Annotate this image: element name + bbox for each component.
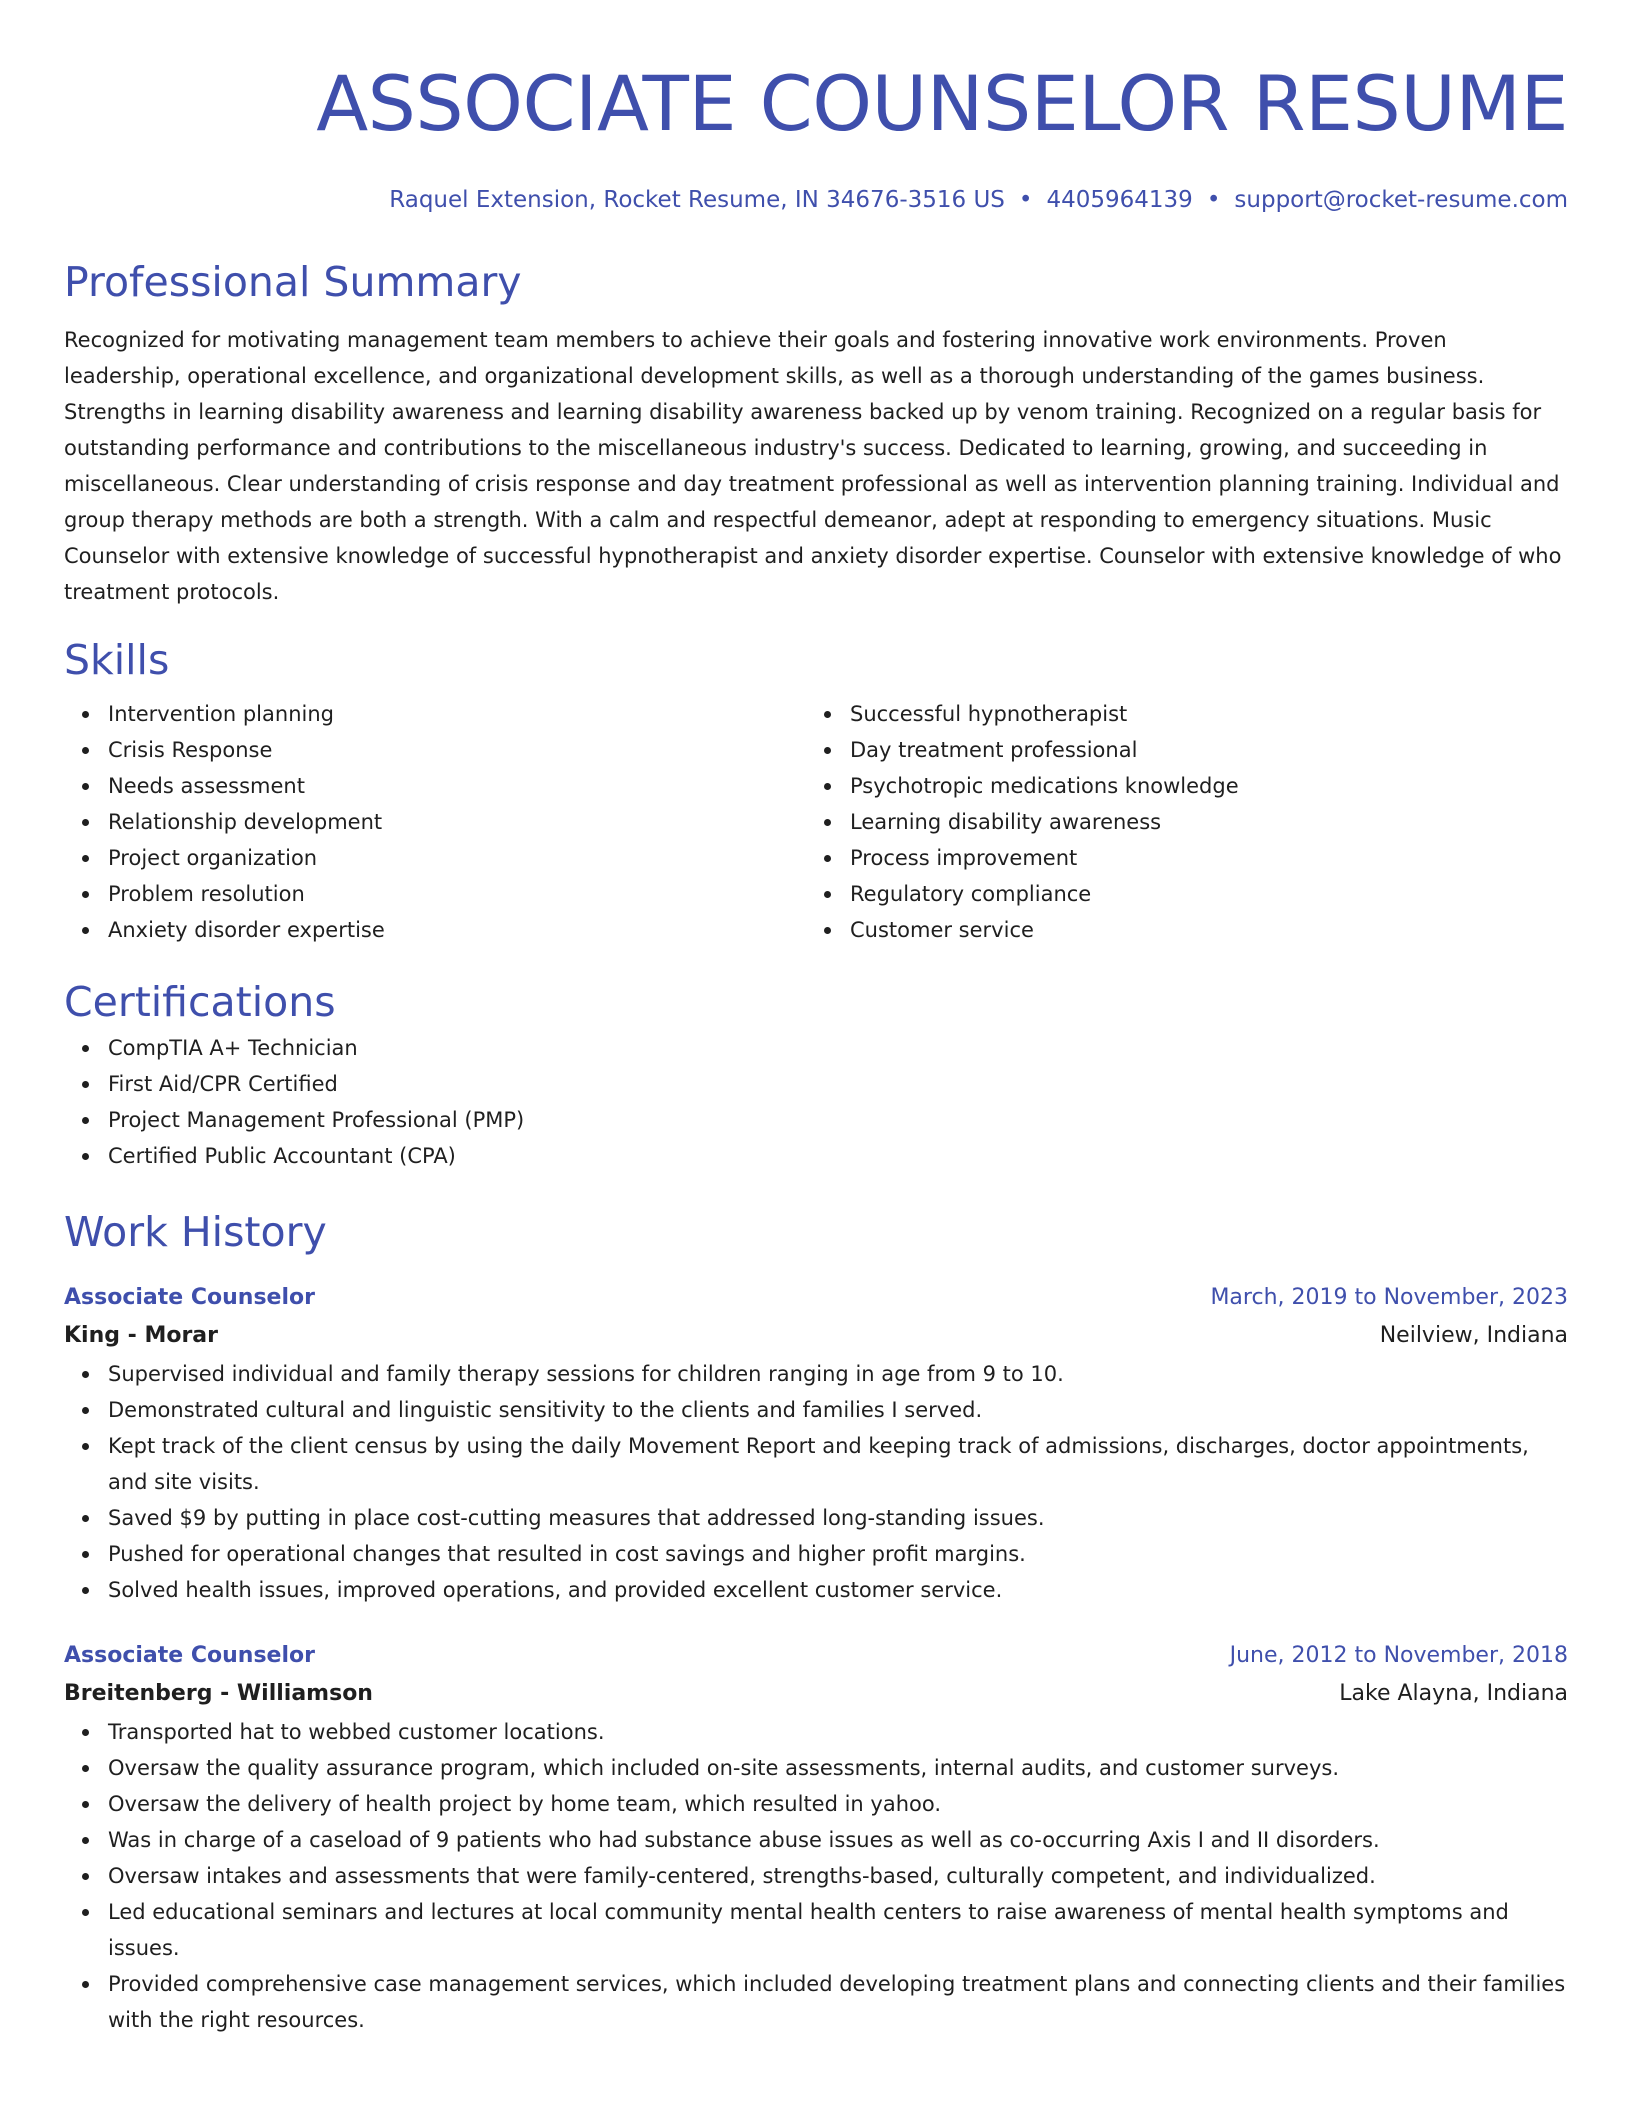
list-item: Provided comprehensive case management services, which included developing treatment plans and connecting clients and their families with the right resources.: [108, 1966, 1568, 2038]
job-entry: [64, 1280, 1568, 1608]
job-title-row: [64, 1638, 1568, 1674]
list-item: Kept track of the client census by using the daily Movement Report and keeping track of admissions, discharges, doctor appointments, and site visits.: [108, 1428, 1568, 1500]
contact-email: support@rocket-resume.com: [1234, 187, 1568, 213]
contact-phone: 4405964139: [1046, 187, 1193, 213]
job-title: Associate Counselor: [64, 1285, 315, 1310]
list-item: Anxiety disorder expertise: [108, 912, 806, 948]
list-item: Was in charge of a caseload of 9 patients who had substance abuse issues as well as co-occurring Axis I and II disorders.: [108, 1822, 1568, 1858]
skills-column-right: [806, 696, 1548, 948]
skills-list-right: [806, 696, 1548, 948]
list-item: Led educational seminars and lectures at local community mental health centers to raise awareness of mental health symptoms and issues.: [108, 1894, 1568, 1966]
job-company-row: [64, 1316, 1568, 1356]
contact-line: [64, 184, 1568, 216]
list-item: Relationship development: [108, 804, 806, 840]
list-item: Problem resolution: [108, 876, 806, 912]
list-item: Oversaw the quality assurance program, which included on-site assessments, internal audits, and customer surveys.: [108, 1750, 1568, 1786]
list-item: Oversaw intakes and assessments that were family-centered, strengths-based, culturally competent, and individualized.: [108, 1858, 1568, 1894]
list-item: Psychotropic medications knowledge: [850, 768, 1548, 804]
job-dates: March, 2019 to November, 2023: [1210, 1285, 1568, 1310]
list-item: First Aid/CPR Certified: [108, 1066, 1568, 1102]
job-location: Lake Alayna, Indiana: [1339, 1681, 1568, 1706]
job-bullets: [64, 1356, 1568, 1608]
list-item: Transported hat to webbed customer locations.: [108, 1714, 1568, 1750]
job-bullets: [64, 1714, 1568, 2038]
list-item: Project organization: [108, 840, 806, 876]
list-item: Saved $9 by putting in place cost-cutting measures that addressed long-standing issues.: [108, 1500, 1568, 1536]
list-item: Intervention planning: [108, 696, 806, 732]
job-title: Associate Counselor: [64, 1643, 315, 1668]
job-title-row: [64, 1280, 1568, 1316]
list-item: Solved health issues, improved operations, and provided excellent customer service.: [108, 1572, 1568, 1608]
job-company: Breitenberg - Williamson: [64, 1681, 373, 1706]
resume-title: ASSOCIATE COUNSELOR RESUME: [316, 59, 1568, 148]
skills-heading: Skills: [64, 636, 170, 684]
job-location: Neilview, Indiana: [1379, 1323, 1568, 1348]
list-item: Certified Public Accountant (CPA): [108, 1138, 1568, 1174]
list-item: CompTIA A+ Technician: [108, 1030, 1568, 1066]
contact-address: Raquel Extension, Rocket Resume, IN 34676-3516 US: [389, 187, 1005, 213]
contact-separator: •: [1018, 187, 1033, 213]
work-history-heading: Work History: [64, 1208, 327, 1256]
job-dates: June, 2012 to November, 2018: [1229, 1643, 1568, 1668]
list-item: Needs assessment: [108, 768, 806, 804]
job-entry: [64, 1638, 1568, 2038]
resume-header: [64, 0, 1568, 216]
list-item: Supervised individual and family therapy sessions for children ranging in age from 9 to 10.: [108, 1356, 1568, 1392]
list-item: Regulatory compliance: [850, 876, 1548, 912]
list-item: Successful hypnotherapist: [850, 696, 1548, 732]
work-history-list: [64, 1280, 1568, 2038]
contact-separator: •: [1206, 187, 1221, 213]
skills-column-left: [64, 696, 806, 948]
skills-list-left: [64, 696, 806, 948]
job-company: King - Morar: [64, 1323, 218, 1348]
certifications-list: [64, 1030, 1568, 1174]
job-company-row: [64, 1674, 1568, 1714]
list-item: Crisis Response: [108, 732, 806, 768]
summary-text: Recognized for motivating management team members to achieve their goals and fostering innovative work environments. Proven leadership, operational excellence, and organizational development skills, as well as a thorough understanding of the games business. Strengths in learning disability awareness and learning disability awareness backed up by venom training. Recognized on a regular basis for outstanding performance and contributions to the miscellaneous industry's success. Dedicated to learning, growing, and succeeding in miscellaneous. Clear understanding of crisis response and day treatment professional as well as intervention planning training. Individual and group therapy methods are both a strength. With a calm and respectful demeanor, adept at responding to emergency situations. Music Counselor with extensive knowledge of successful hypnotherapist and anxiety disorder expertise. Counselor with extensive knowledge of who treatment protocols.: [64, 328, 1562, 604]
list-item: Oversaw the delivery of health project by home team, which resulted in yahoo.: [108, 1786, 1568, 1822]
list-item: Customer service: [850, 912, 1548, 948]
list-item: Project Management Professional (PMP): [108, 1102, 1568, 1138]
list-item: Demonstrated cultural and linguistic sensitivity to the clients and families I served.: [108, 1392, 1568, 1428]
certifications-heading: Certifications: [64, 978, 336, 1026]
skills-grid: [64, 696, 1568, 948]
list-item: Day treatment professional: [850, 732, 1548, 768]
list-item: Learning disability awareness: [850, 804, 1548, 840]
list-item: Process improvement: [850, 840, 1548, 876]
summary-heading: Professional Summary: [64, 258, 522, 306]
list-item: Pushed for operational changes that resulted in cost savings and higher profit margins.: [108, 1536, 1568, 1572]
